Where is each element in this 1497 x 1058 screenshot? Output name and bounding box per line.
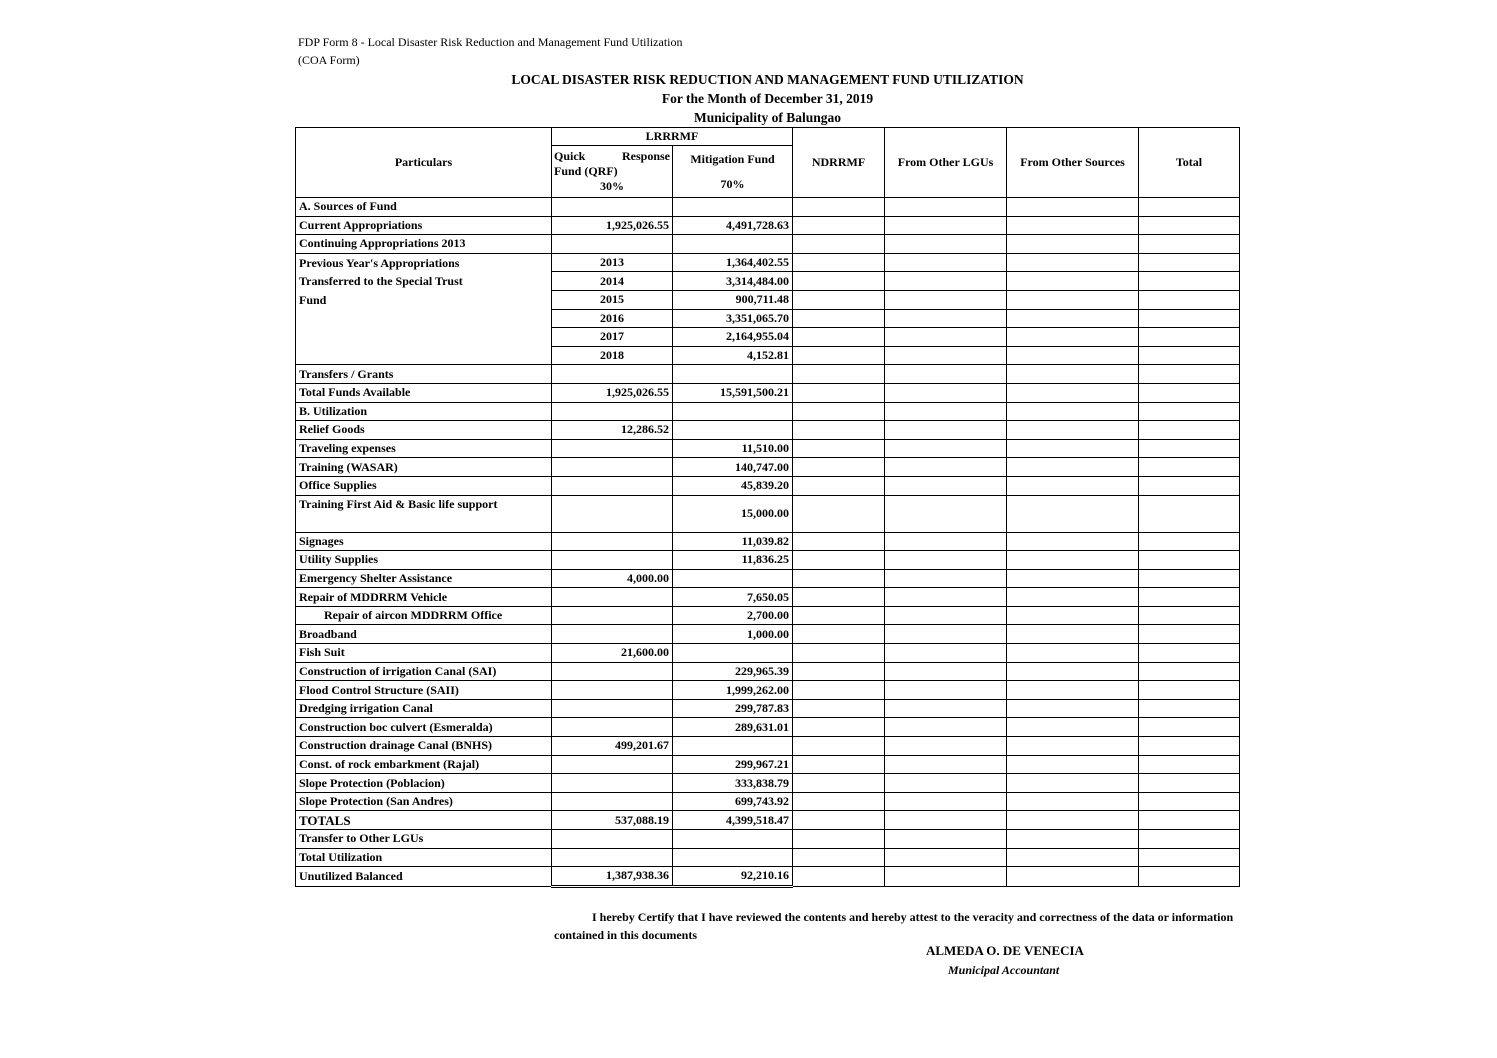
table-row: Slope Protection (Poblacion) 333,838.79: [296, 774, 1240, 793]
header-mitigation: Mitigation Fund 70%: [673, 146, 793, 198]
form-number: FDP Form 8 - Local Disaster Risk Reduction and Management Fund Utilization: [298, 35, 683, 49]
table-row: Training First Aid & Basic life support 15,000.00: [296, 495, 1240, 532]
header-qrf: Quick Response Fund (QRF) 30%: [552, 146, 673, 198]
header-other-sources: From Other Sources: [1007, 128, 1139, 198]
document-title: LOCAL DISASTER RISK REDUCTION AND MANAGEMENT FUND UTILIZATION: [511, 72, 1024, 87]
table-row: Continuing Appropriations 2013: [296, 235, 1240, 254]
table-row: A. Sources of Fund: [296, 198, 1240, 217]
table-row: Relief Goods 12,286.52: [296, 421, 1240, 440]
table-row: Traveling expenses 11,510.00: [296, 439, 1240, 458]
table-row: 2016 3,351,065.70: [296, 309, 1240, 328]
unutilized-row: Unutilized Balanced 1,387,938.36 92,210.16: [296, 867, 1240, 887]
municipality: Municipality of Balungao: [693, 110, 842, 125]
table-row: 2018 4,152.81: [296, 346, 1240, 365]
table-row: Total Utilization: [296, 848, 1240, 867]
table-row: Transfer to Other LGUs: [296, 830, 1240, 849]
table-row: Broadband 1,000.00: [296, 625, 1240, 644]
table-row: Repair of MDDRRM Vehicle 7,650.05: [296, 588, 1240, 607]
table-row: Repair of aircon MDDRRM Office 2,700.00: [296, 606, 1240, 625]
table-row: Emergency Shelter Assistance 4,000.00: [296, 569, 1240, 588]
header-lrrrmf: LRRRMF: [552, 128, 793, 146]
table-row: 2015 900,711.48: [296, 290, 1240, 309]
signatory-name: ALMEDA O. DE VENECIA: [926, 943, 1084, 958]
table-row: Office Supplies 45,839.20: [296, 476, 1240, 495]
table-row: Flood Control Structure (SAII) 1,999,262.00: [296, 681, 1240, 700]
table-row: Construction of irrigation Canal (SAI) 229,965.39: [296, 662, 1240, 681]
header-particulars: Particulars: [296, 128, 552, 198]
table-row: Signages 11,039.82: [296, 532, 1240, 551]
table-row: 2014 3,314,484.00: [296, 272, 1240, 291]
document-subtitle: For the Month of December 31, 2019: [661, 91, 874, 106]
table-row: Const. of rock embarkment (Rajal) 299,967.21: [296, 755, 1240, 774]
table-row: B. Utilization: [296, 402, 1240, 421]
certification-text: I hereby Certify that I have reviewed the contents and hereby attest to the veracity and correctness of the data or information contained in this documents: [554, 910, 1234, 942]
table-row: Utility Supplies 11,836.25: [296, 551, 1240, 570]
fund-utilization-table: [295, 127, 1240, 888]
header-other-lgus: From Other LGUs: [885, 128, 1007, 198]
header-total: Total: [1139, 128, 1240, 198]
signatory-title: Municipal Accountant: [948, 963, 1060, 977]
header-ndrrmf: NDRRMF: [793, 128, 885, 198]
table-row: Training (WASAR) 140,747.00: [296, 458, 1240, 477]
table-row: Total Funds Available 1,925,026.55 15,591,500.21: [296, 383, 1240, 402]
form-type: (COA Form): [298, 53, 360, 67]
table-row: Current Appropriations 1,925,026.55 4,491,728.63: [296, 216, 1240, 235]
table-row: Construction boc culvert (Esmeralda) 289,631.01: [296, 718, 1240, 737]
table-row: Previous Year's Appropriations Transferred to the Special Trust Fund 2013 1,364,402.55: [296, 253, 1240, 272]
table-row: Construction drainage Canal (BNHS) 499,201.67: [296, 737, 1240, 756]
table-row: Transfers / Grants: [296, 365, 1240, 384]
totals-row: TOTALS 537,088.19 4,399,518.47: [296, 811, 1240, 830]
table-row: Slope Protection (San Andres) 699,743.92: [296, 792, 1240, 811]
table-row: Fish Suit 21,600.00: [296, 644, 1240, 663]
table-row: 2017 2,164,955.04: [296, 328, 1240, 347]
table-row: Dredging irrigation Canal 299,787.83: [296, 699, 1240, 718]
